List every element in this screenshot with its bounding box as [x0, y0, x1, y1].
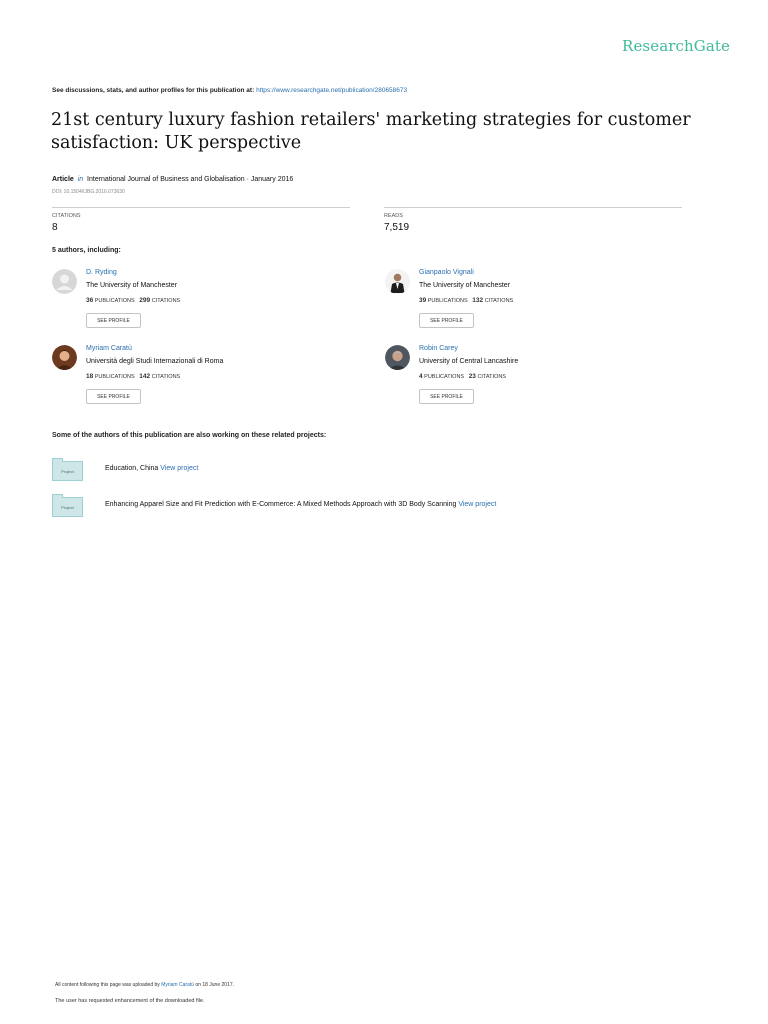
reads-label: READS: [384, 213, 403, 219]
in-label: in: [77, 176, 84, 183]
author-card: [385, 269, 685, 339]
see-profile-button[interactable]: SEE PROFILE: [86, 313, 141, 328]
project-icon-label: Project: [61, 505, 74, 510]
author-card: [52, 269, 352, 339]
reads-value: 7,519: [384, 222, 410, 233]
citations-count: 299: [139, 297, 151, 304]
related-projects-heading: Some of the authors of this publication are also working on these related projects:: [52, 432, 327, 439]
uploader-link[interactable]: Myriam Caratù: [161, 982, 194, 988]
project-title: Enhancing Apparel Size and Fit Prediction with E-Commerce: A Mixed Methods Approach with 3D Body Scanning: [105, 501, 457, 508]
avatar-placeholder[interactable]: [52, 269, 77, 294]
project-folder-icon: [52, 497, 83, 517]
author-stats: [86, 373, 180, 380]
journal-name: International Journal of Business and Globalisation · January 2016: [87, 176, 294, 183]
project-text: [105, 465, 198, 472]
author-name[interactable]: D. Ryding: [86, 269, 117, 276]
publication-meta: [52, 176, 293, 183]
publications-count: 18: [86, 373, 94, 380]
citations-label: CITATIONS: [52, 213, 81, 219]
publications-label: PUBLICATIONS: [94, 298, 135, 304]
project-text: [105, 501, 496, 508]
publications-label: PUBLICATIONS: [427, 298, 468, 304]
upload-note: [55, 982, 234, 988]
view-project-link[interactable]: View project: [458, 501, 497, 508]
upload-prefix: All content following this page was uploaded by: [55, 982, 160, 988]
doi: DOI: 10.1504/IJBG.2016.073630: [52, 189, 125, 195]
project-title: Education, China: [105, 465, 159, 472]
author-institution: The University of Manchester: [419, 282, 511, 289]
citations-count: 142: [139, 373, 151, 380]
project-item: [52, 497, 652, 521]
publications-count: 39: [419, 297, 427, 304]
author-institution: The University of Manchester: [86, 282, 178, 289]
citations-divider: [52, 207, 350, 208]
author-card: [52, 345, 352, 415]
author-photo[interactable]: [52, 345, 77, 370]
view-project-link[interactable]: View project: [160, 465, 199, 472]
publications-count: 36: [86, 297, 94, 304]
author-stats: [86, 297, 180, 304]
publications-label: PUBLICATIONS: [424, 374, 465, 380]
article-type: Article: [52, 176, 74, 183]
author-stats: [419, 297, 513, 304]
discussions-text: See discussions, stats, and author profiles for this publication at:: [52, 87, 255, 94]
author-card: [385, 345, 685, 415]
citations-label: CITATIONS: [484, 298, 514, 304]
publications-label: PUBLICATIONS: [94, 374, 135, 380]
discussions-line: [52, 87, 407, 94]
citations-value: 8: [52, 222, 58, 233]
citations-count: 132: [472, 297, 484, 304]
author-name[interactable]: Robin Carey: [419, 345, 458, 352]
publications-count: 4: [419, 373, 423, 380]
citations-label: CITATIONS: [477, 374, 506, 380]
project-item: [52, 461, 652, 485]
author-institution: Università degli Studi Internazionali di Roma: [86, 358, 224, 365]
see-profile-button[interactable]: SEE PROFILE: [86, 389, 141, 404]
see-profile-button[interactable]: SEE PROFILE: [419, 389, 474, 404]
citations-count: 23: [468, 373, 476, 380]
citations-label: CITATIONS: [151, 374, 181, 380]
project-icon-label: Project: [61, 469, 74, 474]
project-folder-icon: [52, 461, 83, 481]
publication-title: 21st century luxury fashion retailers' marketing strategies for customer satisfaction: UK perspective: [51, 110, 691, 153]
author-name[interactable]: Myriam Caratù: [86, 345, 132, 352]
author-name[interactable]: Gianpaolo Vignali: [419, 269, 474, 276]
reads-divider: [384, 207, 682, 208]
author-stats: [419, 373, 506, 380]
see-profile-button[interactable]: SEE PROFILE: [419, 313, 474, 328]
citations-label: CITATIONS: [151, 298, 181, 304]
authors-heading: 5 authors, including:: [52, 247, 121, 254]
upload-suffix: on 18 June 2017.: [195, 982, 235, 988]
author-institution: University of Central Lancashire: [419, 358, 519, 365]
author-photo[interactable]: [385, 269, 410, 294]
enhancement-note: The user has requested enhancement of the downloaded file.: [55, 998, 205, 1004]
publication-url-link[interactable]: https://www.researchgate.net/publication/280658673: [256, 87, 408, 94]
researchgate-logo[interactable]: ResearchGate: [622, 37, 730, 55]
author-photo[interactable]: [385, 345, 410, 370]
